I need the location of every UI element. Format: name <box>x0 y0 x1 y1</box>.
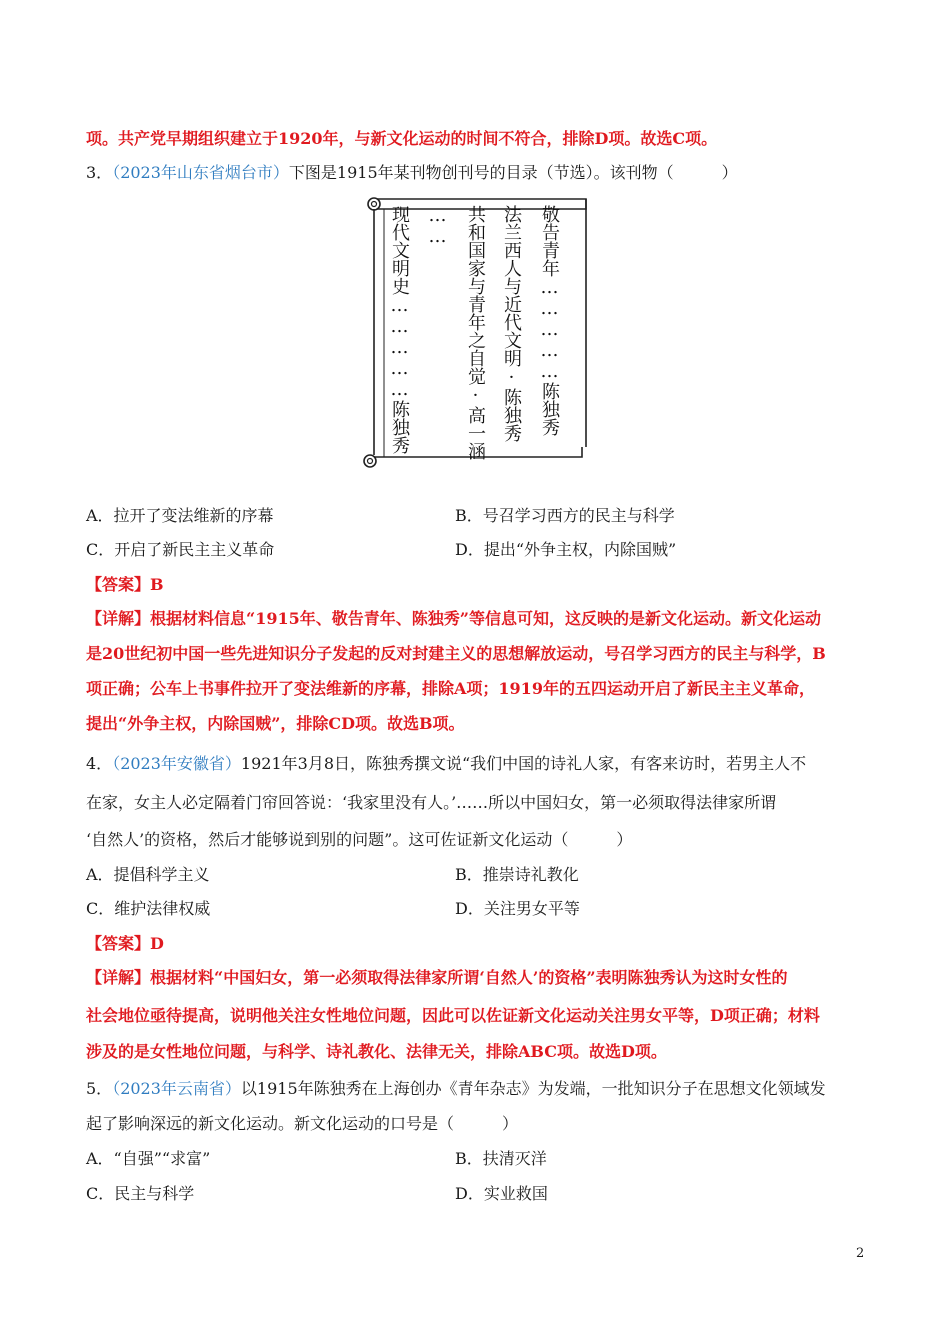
question-text: 以1915年陈独秀在上海创办《青年杂志》为发端，一批知识分子在思想文化领域发 <box>240 1079 826 1098</box>
question-5-stem-line: 起了影响深远的新文化运动。新文化运动的口号是（ ） <box>86 1114 519 1133</box>
q4-answer: 【答案】D <box>86 934 164 953</box>
question-text: 1921年3月8日，陈独秀撰文说“我们中国的诗礼人家，有客来访时，若男主人不 <box>240 754 807 773</box>
question-number: 3． <box>86 163 113 182</box>
contents-entry-1 <box>540 205 562 436</box>
q4-option-c[interactable]: C．维护法律权威 <box>86 899 211 918</box>
question-5-stem <box>86 1078 826 1100</box>
entry-author: 高一涵 <box>465 406 486 460</box>
q3-option-c[interactable]: C．开启了新民主主义革命 <box>86 540 275 559</box>
question-number: 4． <box>86 754 113 773</box>
contents-ellipsis <box>428 205 450 247</box>
q3-explanation-line: 提出“外争主权，内除国贼”，排除CD项。故选B项。 <box>86 714 465 733</box>
q3-answer: 【答案】B <box>86 575 164 594</box>
q3-explanation-line: 是20世纪初中国一些先进知识分子发起的反对封建主义的思想解放运动，号召学习西方的民主与科学，B <box>86 644 826 663</box>
entry-title: 法兰西人与近代文明 <box>501 205 522 367</box>
q5-option-a[interactable]: A．“自强”“求富” <box>86 1149 211 1168</box>
entry-dots: · <box>465 385 486 406</box>
q4-option-b[interactable]: B．推崇诗礼教化 <box>455 865 579 884</box>
journal-contents-figure <box>360 195 592 470</box>
entry-title: 敬告青年 <box>539 205 560 277</box>
question-source: （2023年山东省烟台市） <box>112 163 289 182</box>
entry-author: 陈独秀 <box>501 388 522 442</box>
q4-explanation-line: 【详解】根据材料“中国妇女，第一必须取得法律家所谓‘自然人’的资格”表明陈独秀认为这时女性的 <box>86 968 788 987</box>
entry-dots: …………… <box>389 295 410 400</box>
q5-option-c[interactable]: C．民主与科学 <box>86 1184 195 1203</box>
q3-explanation-line: 【详解】根据材料信息“1915年、敬告青年、陈独秀”等信息可知，这反映的是新文化运动。新文化运动 <box>86 609 821 628</box>
carry-over-explanation: 项。共产党早期组织建立于1920年，与新文化运动的时间不符合，排除D项。故选C项。 <box>86 129 718 148</box>
question-source: （2023年安徽省） <box>112 754 241 773</box>
contents-entry-5 <box>390 205 412 454</box>
question-number: 5． <box>86 1079 113 1098</box>
question-4-stem-line: ‘自然人’的资格，然后才能够说到别的问题”。这可佐证新文化运动（ ） <box>86 830 633 849</box>
q4-explanation-line: 社会地位亟待提高，说明他关注女性地位问题，因此可以佐证新文化运动关注男女平等，D项正确；材料 <box>86 1006 820 1025</box>
q5-option-d[interactable]: D．实业救国 <box>455 1184 548 1203</box>
page-number: 2 <box>856 1246 865 1261</box>
question-4-stem <box>86 753 806 775</box>
question-text: 下图是1915年某刊物创刊号的目录（节选）。该刊物（ ） <box>288 163 738 182</box>
entry-title: 现代文明史 <box>389 205 410 295</box>
question-3-stem <box>86 162 738 184</box>
q4-option-d[interactable]: D．关注男女平等 <box>455 899 580 918</box>
entry-author: 陈独秀 <box>539 382 560 436</box>
q4-option-a[interactable]: A．提倡科学主义 <box>86 865 210 884</box>
contents-entry-2 <box>502 205 524 442</box>
entry-dots: …………… <box>539 277 560 382</box>
question-source: （2023年云南省） <box>112 1079 241 1098</box>
contents-entry-3 <box>466 205 488 460</box>
entry-dots: · <box>501 367 522 388</box>
q5-option-b[interactable]: B．扶清灭洋 <box>455 1149 547 1168</box>
q3-option-a[interactable]: A．拉开了变法维新的序幕 <box>86 506 274 525</box>
q4-explanation-line: 涉及的是女性地位问题，与科学、诗礼教化、法律无关，排除ABC项。故选D项。 <box>86 1042 667 1061</box>
question-4-stem-line: 在家，女主人必定隔着门帘回答说：‘我家里没有人。’……所以中国妇女，第一必须取得法律家所谓 <box>86 793 777 812</box>
q3-option-d[interactable]: D．提出“外争主权，内除国贼” <box>455 540 677 559</box>
q3-option-b[interactable]: B．号召学习西方的民主与科学 <box>455 506 675 525</box>
entry-author: 陈独秀 <box>389 400 410 454</box>
q3-explanation-line: 项正确；公车上书事件拉开了变法维新的序幕，排除A项；1919年的五四运动开启了新民主主义革命， <box>86 679 815 698</box>
entry-title: 共和国家与青年之自觉 <box>465 205 486 385</box>
entry-dots: …… <box>427 205 448 247</box>
